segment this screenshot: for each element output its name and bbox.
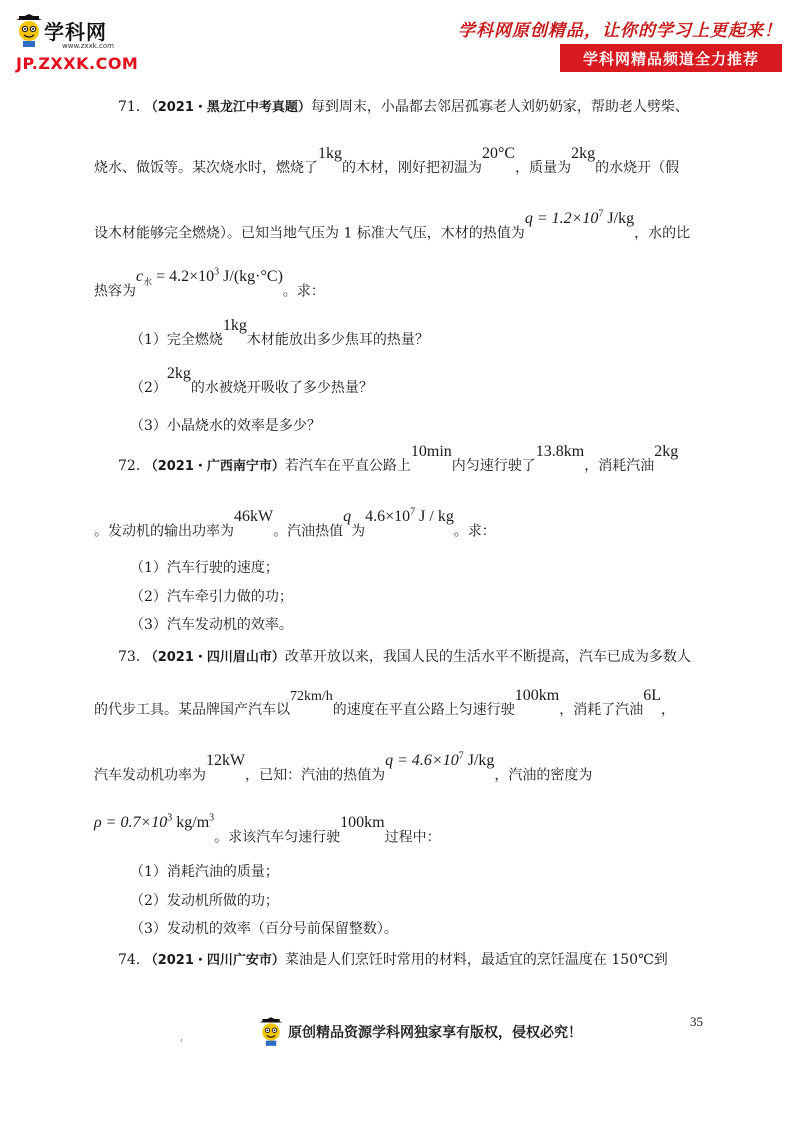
q71-part-1 xyxy=(130,317,429,348)
text: 改革开放以来，我国人民的生活水平不断提高，汽车已成为多数人 xyxy=(284,649,691,665)
q73-line-3 xyxy=(94,751,593,784)
mascot-icon xyxy=(258,1016,284,1048)
text: ，消耗了汽油 xyxy=(559,702,644,718)
q73-part-1: （1）消耗汽油的质量； xyxy=(130,864,279,880)
math-power: 46kW xyxy=(234,508,274,526)
math-heat-value: $q = 4.6\times 10^7$ J/kg xyxy=(385,751,495,770)
brand-name: 学科网 xyxy=(44,20,107,44)
text: 的水被烧开吸收了多少热量？ xyxy=(190,380,373,396)
text: 。求： xyxy=(453,523,496,540)
math-distance: 13.8km xyxy=(535,443,585,460)
math-distance: 100km xyxy=(340,814,385,832)
math-density: $\rho = 0.7\times 10^3$ $kg/m^3$ xyxy=(94,813,215,832)
q71-part-3: （3）小晶烧水的效率是多少？ xyxy=(130,418,321,434)
math-time: 10min xyxy=(410,443,452,460)
text: ，消耗汽油 xyxy=(584,458,655,474)
text: 。发动机的输出功率为 xyxy=(94,523,234,540)
q73-line-1 xyxy=(118,650,691,664)
math-speed: 72km/h xyxy=(290,689,333,704)
text: 为 xyxy=(351,523,366,540)
q74-line-1 xyxy=(118,953,668,967)
text: 。求： xyxy=(282,283,325,300)
question-number: 73. xyxy=(118,649,141,665)
text: 。求该汽车匀速行驶 xyxy=(214,829,341,846)
q71-part-2 xyxy=(130,365,373,396)
math-mass: 2kg xyxy=(571,145,596,162)
site-domain[interactable]: JP.ZXXK.COM xyxy=(16,54,139,73)
question-number: 72. xyxy=(118,458,141,474)
footer-mark: , xyxy=(180,1032,184,1043)
text: 热容为 xyxy=(94,283,136,300)
text: 烧水、做饭等。某次烧水时，燃烧了 xyxy=(94,160,318,176)
q73-line-4 xyxy=(94,813,441,846)
text: ，汽油的密度为 xyxy=(494,767,593,784)
text: 木材能放出多少焦耳的热量？ xyxy=(246,332,429,348)
math-mass: 1kg xyxy=(222,317,247,334)
q71-line-3 xyxy=(94,209,691,242)
text: 若汽车在平直公路上 xyxy=(284,458,411,474)
question-number: 71. xyxy=(118,99,141,115)
text: 菜油是人们烹饪时常用的材料，最适宜的烹饪温度在 150℃到 xyxy=(284,952,668,968)
text: 过程中： xyxy=(384,829,441,846)
text: 的代步工具。某品牌国产汽车以 xyxy=(94,702,290,718)
header-slogan: 学科网原创精品，让你的学习上更起来！ xyxy=(458,21,782,41)
text: （2） xyxy=(130,380,167,396)
text: ， xyxy=(661,702,676,718)
question-source: （2021・四川广安市） xyxy=(144,953,285,968)
math-heat-value: $q = 1.2\times 10^7$ J/kg xyxy=(524,209,635,228)
question-number: 74. xyxy=(118,952,141,968)
text: 设木材能够完全燃烧）。已知当地气压为 1 标准大气压，木材的热值为 xyxy=(94,225,525,242)
header-banner: 学科网精品频道全力推荐 xyxy=(560,44,782,72)
text: 内匀速行驶了 xyxy=(451,458,536,474)
q72-line-2 xyxy=(94,507,496,540)
q73-part-2: （2）发动机所做的功； xyxy=(130,893,279,909)
mascot-icon xyxy=(14,14,44,48)
math-symbol-q: q xyxy=(343,508,352,526)
site-logo xyxy=(14,14,164,74)
q73-line-2 xyxy=(94,687,676,718)
question-source: （2021・广西南宁市） xyxy=(144,459,285,474)
q72-line-1 xyxy=(118,443,679,474)
math-heat-value: $4.6\times 10^7$ J / kg xyxy=(365,507,454,526)
math-mass: 1kg xyxy=(318,145,342,162)
q71-line-2 xyxy=(94,145,680,176)
copyright-text: 原创精品资源学科网独家享有版权，侵权必究！ xyxy=(288,1025,582,1041)
math-mass: 2kg xyxy=(654,443,679,460)
text: ，已知：汽油的热值为 xyxy=(245,767,386,784)
q72-part-3: （3）汽车发动机的效率。 xyxy=(130,617,293,633)
math-power: 12kW xyxy=(206,752,246,770)
q71-line-1 xyxy=(118,100,689,114)
text: （1）完全燃烧 xyxy=(130,332,223,348)
text: ，质量为 xyxy=(515,160,572,176)
q73-part-3: （3）发动机的效率（百分号前保留整数）。 xyxy=(130,921,398,937)
brand-url: www.zxxk.com xyxy=(62,42,114,50)
q72-part-1: （1）汽车行驶的速度； xyxy=(130,560,279,576)
math-temperature: 20°C xyxy=(482,145,516,162)
text: 的木材，刚好把初温为 xyxy=(342,160,482,176)
question-source: （2021・黑龙江中考真题） xyxy=(144,100,311,115)
text: 汽车发动机功率为 xyxy=(94,767,206,784)
math-mass: 2kg xyxy=(166,365,191,382)
math-distance: 100km xyxy=(514,687,560,704)
text: 每到周末，小晶都去邻居孤寡老人刘奶奶家，帮助老人劈柴、 xyxy=(310,99,689,115)
question-source: （2021・四川眉山市） xyxy=(144,650,285,665)
text: 的速度在平直公路上匀速行驶 xyxy=(332,702,515,718)
page-number: 35 xyxy=(690,1014,703,1029)
math-volume: 6L xyxy=(643,687,662,704)
text: ，水的比 xyxy=(634,225,691,242)
text: 的水烧开（假 xyxy=(595,160,680,176)
footer xyxy=(258,1012,582,1052)
q72-part-2: （2）汽车牵引力做的功； xyxy=(130,589,293,605)
q71-line-4 xyxy=(94,267,325,300)
math-specific-heat: $c_水 = 4.2\times 10^3$ J/(kg·°C) xyxy=(136,267,283,288)
text: 。汽油热值 xyxy=(273,523,344,540)
